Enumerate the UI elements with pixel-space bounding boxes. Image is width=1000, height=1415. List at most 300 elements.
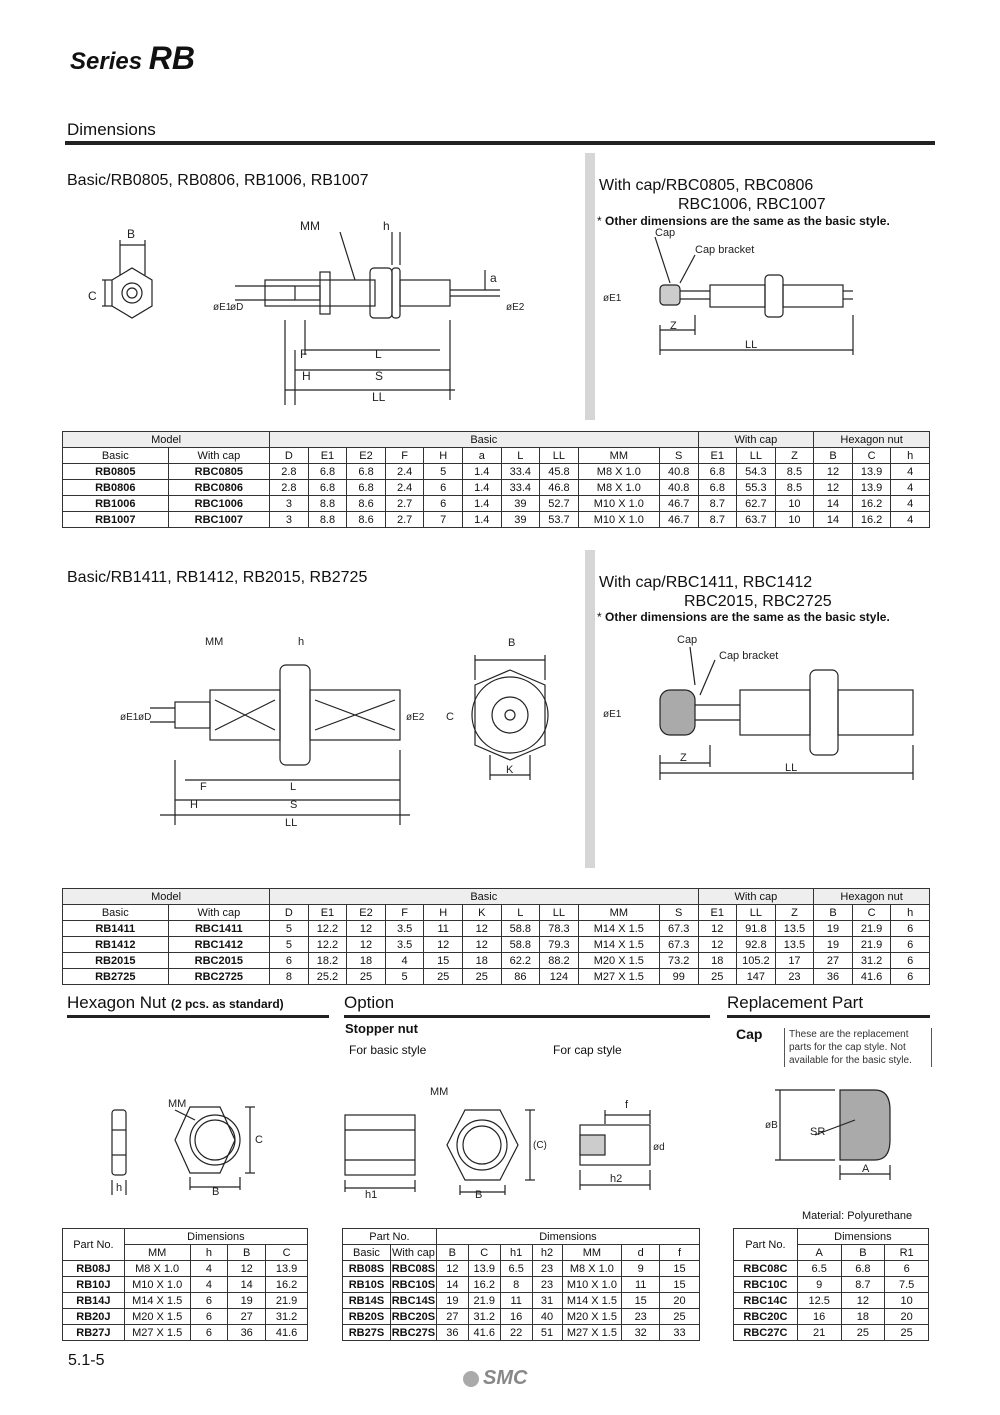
table-cell: 12.2 xyxy=(308,921,347,937)
option-rule xyxy=(344,1015,710,1018)
table-cell: 6.5 xyxy=(500,1261,532,1277)
table-cell: 13.5 xyxy=(775,921,814,937)
table-cell: 79.3 xyxy=(540,937,579,953)
table-cell: 14 xyxy=(228,1277,266,1293)
table-cell: RBC27C xyxy=(734,1325,798,1341)
table-cell: 18.2 xyxy=(308,953,347,969)
table-cell: 12 xyxy=(347,937,386,953)
table1 xyxy=(62,431,930,528)
label2-cap-LL: LL xyxy=(785,762,798,774)
table-row xyxy=(63,1293,308,1309)
block1-basic-title: Basic/RB0805, RB0806, RB1006, RB1007 xyxy=(67,172,369,189)
table-cell: 13.5 xyxy=(775,937,814,953)
table-cell: 6 xyxy=(891,969,930,985)
table-cell: 15 xyxy=(660,1261,700,1277)
table-cell: 4 xyxy=(190,1261,228,1277)
subheader-1: With cap xyxy=(392,1246,435,1259)
series-prefix: Series xyxy=(70,48,143,75)
table-cell: 27 xyxy=(436,1309,468,1325)
table-cell: 17 xyxy=(775,953,814,969)
table-row xyxy=(63,464,930,480)
table-cell: 3.5 xyxy=(385,937,424,953)
table-cell: RB0805 xyxy=(63,464,169,480)
table-cell: 6 xyxy=(424,480,463,496)
table-cell: 12 xyxy=(462,921,501,937)
table-cell: 9 xyxy=(622,1261,660,1277)
table-cell: 8.7 xyxy=(698,496,737,512)
table-row xyxy=(343,1325,700,1341)
replacement-note: These are the replacement parts for the cap style. Not available for the basic style. xyxy=(784,1028,932,1067)
table-cell: RBC14S xyxy=(391,1294,436,1307)
table-cell: 25 xyxy=(660,1309,700,1325)
table-row xyxy=(63,937,930,953)
option-table xyxy=(342,1228,700,1341)
table-cell: 31.2 xyxy=(266,1309,308,1325)
table-cell: 6 xyxy=(270,953,309,969)
table-cell: 8.6 xyxy=(347,496,386,512)
table-row xyxy=(734,1309,929,1325)
header-11: S xyxy=(659,448,698,464)
table-cell: 51 xyxy=(532,1325,562,1341)
table-cell: RBC10C xyxy=(734,1277,798,1293)
t1-group-model: Model xyxy=(63,432,270,448)
table-cell: 16 xyxy=(797,1309,841,1325)
table-cell: 33.4 xyxy=(501,480,540,496)
table-cell: 11 xyxy=(622,1277,660,1293)
label-S: S xyxy=(375,369,384,383)
table-cell: 7.5 xyxy=(885,1277,929,1293)
table-cell: RBC14C xyxy=(734,1293,798,1309)
table-cell: RBC0806 xyxy=(168,480,270,496)
hex-nut xyxy=(370,268,392,318)
table-cell: 25 xyxy=(424,969,463,985)
header-12: E1 xyxy=(698,448,737,464)
table-cell: 23 xyxy=(775,969,814,985)
table-cell: RB08S xyxy=(343,1261,391,1277)
table-cell: 20 xyxy=(885,1309,929,1325)
label-cap-E1: øE1 xyxy=(603,293,622,304)
end-view-hex xyxy=(112,268,152,318)
table-cell: RBC1411 xyxy=(168,921,270,937)
table-cell: 88.2 xyxy=(540,953,579,969)
table-cell: 40.8 xyxy=(659,464,698,480)
header-1: With cap xyxy=(168,448,270,464)
header-7: a xyxy=(462,448,501,464)
table-cell: RB1007 xyxy=(63,512,169,528)
table-cell: 8.5 xyxy=(775,464,814,480)
block2-note: * Other dimensions are the same as the basic style. xyxy=(597,610,890,624)
table-cell: 4 xyxy=(891,496,930,512)
table-cell: 2.4 xyxy=(385,480,424,496)
table-cell: M8 X 1.0 xyxy=(562,1261,622,1277)
header-1: With cap xyxy=(168,905,270,921)
table-cell: M8 X 1.0 xyxy=(578,464,659,480)
table-cell: 6.8 xyxy=(308,480,347,496)
page-number: 5.1-5 xyxy=(68,1352,105,1369)
label-cap-bracket: Cap bracket xyxy=(695,244,755,256)
table-row xyxy=(63,1325,308,1341)
table-cell: 12 xyxy=(841,1293,885,1309)
label-C: C xyxy=(88,289,97,303)
label-B: B xyxy=(127,227,136,241)
header-10: MM xyxy=(578,448,659,464)
table-cell: 5 xyxy=(424,464,463,480)
table-cell: 6 xyxy=(190,1309,228,1325)
table-cell: 21.9 xyxy=(266,1293,308,1309)
table-cell: 40.8 xyxy=(659,480,698,496)
table-cell: 18 xyxy=(698,953,737,969)
table-cell: M10 X 1.0 xyxy=(562,1277,622,1293)
table-cell: 8.6 xyxy=(347,512,386,528)
table-cell: M20 X 1.5 xyxy=(562,1309,622,1325)
header-5: d xyxy=(622,1245,660,1261)
table-cell: 67.3 xyxy=(659,921,698,937)
header-8: L xyxy=(501,905,540,921)
table-cell: 15 xyxy=(424,953,463,969)
table-cell: 73.2 xyxy=(659,953,698,969)
header-7: K xyxy=(462,905,501,921)
table-row xyxy=(63,1277,308,1293)
label2-E1: øE1 xyxy=(120,712,139,723)
table-cell: RBC08C xyxy=(734,1261,798,1277)
table-cell: 40 xyxy=(532,1309,562,1325)
table-cell: 2.8 xyxy=(270,480,309,496)
t2-header-row xyxy=(63,905,930,921)
table-cell: 13.9 xyxy=(468,1261,500,1277)
header-16: C xyxy=(852,905,891,921)
table-row xyxy=(63,969,930,985)
table-cell: 105.2 xyxy=(737,953,776,969)
table-cell: RBC0805 xyxy=(168,464,270,480)
header-10: MM xyxy=(578,905,659,921)
table-row xyxy=(734,1293,929,1309)
header-6: f xyxy=(660,1245,700,1261)
label2-Z: Z xyxy=(680,752,687,764)
table-cell: 91.8 xyxy=(737,921,776,937)
block2-basic-title: Basic/RB1411, RB1412, RB2015, RB2725 xyxy=(67,569,368,586)
table-cell: 13.9 xyxy=(852,480,891,496)
table-cell: RB1411 xyxy=(63,921,169,937)
table-cell: 19 xyxy=(436,1293,468,1309)
cap-label-B: øB xyxy=(765,1120,778,1131)
header-6: H xyxy=(424,905,463,921)
table-cell: 11 xyxy=(500,1293,532,1309)
header-13: LL xyxy=(737,905,776,921)
table-cell: 14 xyxy=(436,1277,468,1293)
cap-shape xyxy=(660,285,680,305)
table-cell: 2.7 xyxy=(385,496,424,512)
header-14: Z xyxy=(775,905,814,921)
table-cell: 18 xyxy=(462,953,501,969)
block2-cap-title-2: RBC2015, RBC2725 xyxy=(684,593,832,610)
table-cell: 2.8 xyxy=(270,464,309,480)
label2-LL: LL xyxy=(285,817,298,829)
series-title xyxy=(70,40,195,77)
header-2: D xyxy=(270,448,309,464)
table-cell: RBC1412 xyxy=(168,937,270,953)
option-label-h2: h2 xyxy=(610,1173,623,1185)
header-2: h1 xyxy=(500,1245,532,1261)
table-cell: 13.9 xyxy=(266,1261,308,1277)
header-15: B xyxy=(814,448,853,464)
table-cell: RB08J xyxy=(63,1261,125,1277)
label-L: L xyxy=(375,347,382,361)
table-cell: 20 xyxy=(660,1293,700,1309)
table-cell: 45.8 xyxy=(540,464,579,480)
table-cell: M27 X 1.5 xyxy=(124,1325,190,1341)
table-cell: 12 xyxy=(347,921,386,937)
table-cell: 1.4 xyxy=(462,512,501,528)
table-cell: 23 xyxy=(622,1309,660,1325)
header-4: E2 xyxy=(347,448,386,464)
header-1: h xyxy=(190,1245,228,1261)
table-cell: RB14J xyxy=(63,1293,125,1309)
table-cell: 12 xyxy=(698,921,737,937)
table-cell: 12 xyxy=(436,1261,468,1277)
table-cell: RBC1007 xyxy=(168,512,270,528)
table-cell: 147 xyxy=(737,969,776,985)
table-cell: M14 X 1.5 xyxy=(124,1293,190,1309)
table-cell: 27 xyxy=(228,1309,266,1325)
header-16: C xyxy=(852,448,891,464)
label-H: H xyxy=(302,369,311,383)
hexnut-th-dim: Dimensions xyxy=(124,1229,307,1245)
table-row xyxy=(343,1261,700,1277)
label-MM: MM xyxy=(300,219,320,233)
table-cell: 12 xyxy=(424,937,463,953)
label2-MM: MM xyxy=(205,636,224,648)
table-cell: 63.7 xyxy=(737,512,776,528)
block1-cap-drawing xyxy=(595,225,935,365)
table-row xyxy=(63,1261,308,1277)
table-cell: 25 xyxy=(698,969,737,985)
table-cell: 67.3 xyxy=(659,937,698,953)
hexnut-label-MM: MM xyxy=(168,1098,187,1110)
option-drawing xyxy=(335,1080,675,1200)
table-cell: 124 xyxy=(540,969,579,985)
header-0: MM xyxy=(124,1245,190,1261)
table-cell: RB14S xyxy=(343,1293,391,1309)
hexnut-rule xyxy=(67,1015,329,1018)
replacement-title: Replacement Part xyxy=(727,993,864,1012)
label2-S: S xyxy=(290,799,298,811)
table-cell: 8.7 xyxy=(841,1277,885,1293)
table-cell: 8.5 xyxy=(775,480,814,496)
table-cell: 92.8 xyxy=(737,937,776,953)
table-row xyxy=(63,1309,308,1325)
table-cell: 78.3 xyxy=(540,921,579,937)
table-cell: 41.6 xyxy=(266,1325,308,1341)
header-0: Basic xyxy=(63,448,169,464)
table-cell: 14 xyxy=(814,496,853,512)
table-cell: 6 xyxy=(891,921,930,937)
table-cell: 12 xyxy=(462,937,501,953)
table-cell: 16.2 xyxy=(468,1277,500,1293)
table-cell: 19 xyxy=(814,937,853,953)
option-title: Option xyxy=(344,993,395,1012)
table-cell: 31 xyxy=(532,1293,562,1309)
table-cell: 3 xyxy=(270,512,309,528)
table-cell: 16.2 xyxy=(852,512,891,528)
header-1: B xyxy=(841,1245,885,1261)
label-D: øD xyxy=(230,302,244,313)
header-9: LL xyxy=(540,905,579,921)
t1-group-cap: With cap xyxy=(698,432,814,448)
header-14: Z xyxy=(775,448,814,464)
table-cell: 46.7 xyxy=(659,512,698,528)
material-note: Material: Polyurethane xyxy=(802,1210,913,1222)
table-cell: 6.8 xyxy=(308,464,347,480)
table-cell: 21.9 xyxy=(468,1293,500,1309)
header-6: H xyxy=(424,448,463,464)
table-cell: 25.2 xyxy=(308,969,347,985)
table-cell: M14 X 1.5 xyxy=(562,1293,622,1309)
t2-group-model: Model xyxy=(63,889,270,905)
table-cell: RB20S xyxy=(343,1309,391,1325)
table-cell: 31.2 xyxy=(852,953,891,969)
table-cell: 36 xyxy=(436,1325,468,1341)
table-cell: 6 xyxy=(891,937,930,953)
cap-label-SR: SR xyxy=(810,1126,826,1138)
option-label-f: f xyxy=(625,1099,629,1111)
table-cell: 25 xyxy=(347,969,386,985)
table-cell: 62.7 xyxy=(737,496,776,512)
table-row xyxy=(63,921,930,937)
table-cell: 8 xyxy=(500,1277,532,1293)
table-cell: 55.3 xyxy=(737,480,776,496)
table-cell: M10 X 1.0 xyxy=(578,496,659,512)
label2-h: h xyxy=(298,636,305,648)
t1-header-row xyxy=(63,448,930,464)
table-cell: 13.9 xyxy=(852,464,891,480)
header-0: Basic xyxy=(63,905,169,921)
hexnut-title: Hexagon Nut (2 pcs. as standard) xyxy=(67,993,284,1012)
option-label-B: B xyxy=(475,1189,483,1200)
cap-label-A: A xyxy=(862,1163,870,1175)
table-cell: RB2725 xyxy=(63,969,169,985)
label2-cap-bracket: Cap bracket xyxy=(719,650,779,662)
table-row xyxy=(63,953,930,969)
header-17: h xyxy=(891,448,930,464)
header-11: S xyxy=(659,905,698,921)
table-cell: M27 X 1.5 xyxy=(578,969,659,985)
series-name: RB xyxy=(148,40,195,76)
table-cell: 18 xyxy=(841,1309,885,1325)
table-row xyxy=(63,496,930,512)
table-cell: 6.8 xyxy=(347,464,386,480)
table-row xyxy=(343,1293,700,1309)
label-LL: LL xyxy=(372,390,386,404)
table-cell: 12.5 xyxy=(797,1293,841,1309)
table-cell: 6 xyxy=(424,496,463,512)
table-cell: 12 xyxy=(814,464,853,480)
block1-basic-drawing xyxy=(80,210,580,415)
t1-group-basic: Basic xyxy=(270,432,698,448)
table-cell: 12.2 xyxy=(308,937,347,953)
table-cell: RB10J xyxy=(63,1277,125,1293)
option-subtitle: Stopper nut xyxy=(345,1021,418,1036)
header-13: LL xyxy=(737,448,776,464)
table-row xyxy=(734,1277,929,1293)
table-cell: RBC08S xyxy=(391,1262,436,1275)
table-cell: 1.4 xyxy=(462,480,501,496)
label2-B: B xyxy=(508,637,516,649)
table-cell: 62.2 xyxy=(501,953,540,969)
block2-cap-drawing xyxy=(595,625,935,785)
table-cell: 6 xyxy=(891,953,930,969)
table-cell: 18 xyxy=(347,953,386,969)
hexnut-th-partno: Part No. xyxy=(63,1229,125,1261)
table-cell: 21.9 xyxy=(852,921,891,937)
label-cap-LL: LL xyxy=(745,339,758,351)
label-a: a xyxy=(490,271,497,285)
table-cell: 10 xyxy=(775,496,814,512)
table-cell: 6.8 xyxy=(698,464,737,480)
table-cell: 4 xyxy=(190,1277,228,1293)
table-cell: 8 xyxy=(270,969,309,985)
label2-H: H xyxy=(190,799,198,811)
t1-group-nut: Hexagon nut xyxy=(814,432,930,448)
block2-separator xyxy=(585,550,595,868)
section-title: Dimensions xyxy=(67,120,156,139)
table-cell: RB1006 xyxy=(63,496,169,512)
section-rule xyxy=(65,141,935,145)
table-cell: M14 X 1.5 xyxy=(578,937,659,953)
header-4: E2 xyxy=(347,905,386,921)
table-cell: 4 xyxy=(891,480,930,496)
hexnut-drawing xyxy=(100,1085,280,1195)
table-cell: 41.6 xyxy=(468,1325,500,1341)
header-3: E1 xyxy=(308,448,347,464)
block1-cap-title-2: RBC1006, RBC1007 xyxy=(678,196,826,213)
table-cell: 15 xyxy=(660,1277,700,1293)
header-2: B xyxy=(228,1245,266,1261)
block1-note: * Other dimensions are the same as the basic style. xyxy=(597,214,890,228)
table-cell: RB10S xyxy=(343,1277,391,1293)
smc-logo: SMC xyxy=(463,1367,527,1390)
cap-shape-large xyxy=(660,690,695,735)
cap-th-partno: Part No. xyxy=(734,1229,798,1261)
header-2: D xyxy=(270,905,309,921)
table-cell: 3 xyxy=(270,496,309,512)
table-cell: 6.5 xyxy=(797,1261,841,1277)
table-cell: RBC1006 xyxy=(168,496,270,512)
table-cell: M8 X 1.0 xyxy=(124,1261,190,1277)
label2-F: F xyxy=(200,781,207,793)
table-cell: 5 xyxy=(270,937,309,953)
table-cell: 32 xyxy=(622,1325,660,1341)
label2-C: C xyxy=(446,711,454,723)
table-cell: 12 xyxy=(698,937,737,953)
table-cell: 8.7 xyxy=(698,512,737,528)
header-3: h2 xyxy=(532,1245,562,1261)
table-cell: M14 X 1.5 xyxy=(578,921,659,937)
table-cell: 6 xyxy=(190,1325,228,1341)
label-F: F xyxy=(300,347,308,361)
table-row xyxy=(734,1325,929,1341)
block2-cap-title-1: With cap/RBC1411, RBC1412 xyxy=(599,574,813,591)
table-cell: 33.4 xyxy=(501,464,540,480)
table-cell: 4 xyxy=(385,953,424,969)
table-cell: 46.8 xyxy=(540,480,579,496)
table-cell: 9 xyxy=(797,1277,841,1293)
table-cell: 52.7 xyxy=(540,496,579,512)
option-label-d: ød xyxy=(653,1142,665,1153)
table-cell: 22 xyxy=(500,1325,532,1341)
header-5: F xyxy=(385,905,424,921)
header-5: F xyxy=(385,448,424,464)
table-cell: 4 xyxy=(891,512,930,528)
